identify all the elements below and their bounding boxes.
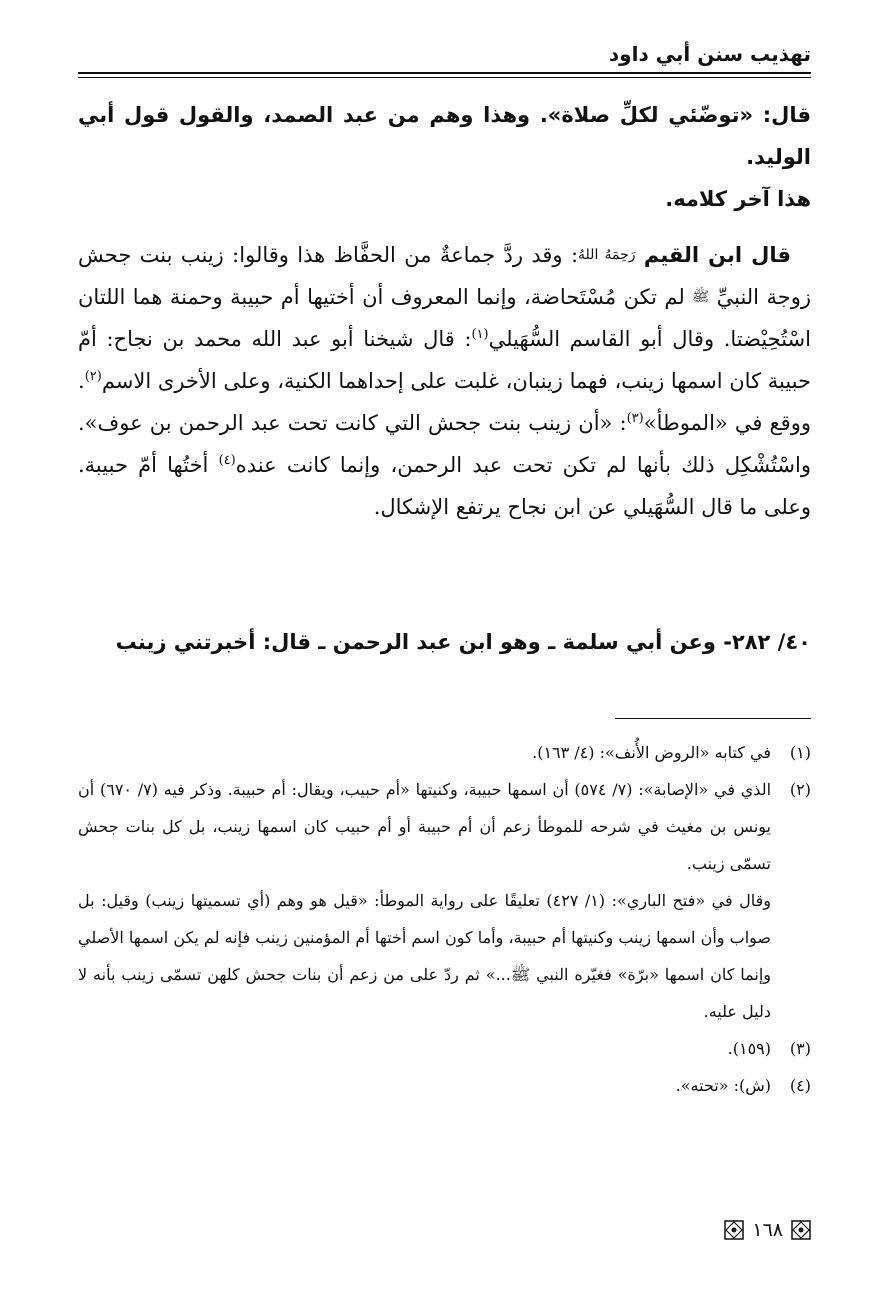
paragraph-1-line-2: هذا آخر كلامه. (665, 187, 811, 211)
footnote-number: (٤) (789, 1076, 811, 1095)
footnote-number: (١) (789, 743, 811, 762)
paragraph-2-part-b: لم تكن مُسْتَحاضة، وإنما المعروف أن أختيها أم حبيبة وحمنة هما اللتان اسْتُحِيْضتا. وقال أبو القاسم السُّهَيلي (78, 285, 811, 351)
footnote-ref-4[interactable]: (٤) (218, 453, 236, 468)
ornament-icon (791, 1220, 811, 1240)
footnote-number: (٢) (789, 780, 811, 799)
ornament-icon (724, 1220, 744, 1240)
footnote-number: (٣) (789, 1039, 811, 1058)
page-number-block (724, 1219, 811, 1241)
header-rule-thin (78, 77, 811, 78)
paragraph-2-part-c: : قال شيخنا أبو عبد الله محمد بن نجاح: أمّ حبيبة كان اسمها زينب، فهما زينبان، غلبت على إحداهما الكنية، وعلى الأخرى الاسم (78, 327, 811, 393)
page-number: ١٦٨ (752, 1219, 783, 1241)
footnote-text: وقال في «فتح الباري»: (١/ ٤٢٧) تعليقًا على رواية الموطأ: «قيل هو وهم (أي تسميتها زينب) وقيل: بل صواب وأن اسمها زينب وكنيتها أم حبيبة، وأما كون اسم أختها أم المؤمنين زينب فإنه لم يكن اسمها الأصلي وإنما كان اسمها «برّة» فغيّره النبي ﷺ...» ثم ردّ على من زعم أن بنات جحش كلهن تسمّى زينب بأنه لا دليل عليه. (78, 891, 771, 1021)
footnotes (78, 734, 811, 1104)
honorific-glyph: رَحِمَهُ اللهُ (578, 247, 636, 263)
footnote-3 (78, 1030, 811, 1067)
footnote-ref-1[interactable]: (١) (471, 327, 489, 342)
paragraph-1-line-1: قال: «توضّئي لكلِّ صلاة». وهذا وهم من عبد الصمد، والقول قول أبي الوليد. (78, 103, 811, 169)
footnote-4 (78, 1067, 811, 1104)
footnote-text: في كتابه «الروض الأُنف»: (٤/ ١٦٣). (532, 743, 771, 762)
paragraph-2-part-a: : وقد ردَّ جماعةٌ من الحفَّاظ هذا وقالوا: زينب بنت جحش زوجة النبيِّ (78, 243, 811, 309)
paragraph-2-part-e: : «أن زينب بنت جحش التي كانت تحت عبد الرحمن بن عوف». واسْتُشْكِل ذلك بأنها لم تكن تحت عبد الرحمن، وإنما كانت عنده (78, 411, 811, 477)
hadith-heading: ٤٠/ ٢٨٢- وعن أبي سلمة ـ وهو ابن عبد الرحمن ـ قال: أخبرتني زينب (115, 630, 811, 654)
salla-glyph: ﷺ (692, 289, 710, 305)
footnote-separator (615, 718, 811, 719)
paragraph-2-part-d: . ووقع في «الموطأ» (78, 369, 811, 435)
footnote-2 (78, 771, 811, 1030)
paragraph-1 (78, 94, 811, 220)
footnote-ref-2[interactable]: (٢) (84, 369, 102, 384)
header-rule-thick (78, 72, 811, 74)
footnote-text: (١٥٩). (727, 1039, 771, 1058)
footnote-text: (ش): «تحته». (675, 1076, 771, 1095)
ibn-qayyim-lead: قال ابن القيم (643, 243, 791, 267)
footnote-text: الذي في «الإصابة»: (٧/ ٥٧٤) أن اسمها حبيبة، وكنيتها «أم حبيب، ويقال: أم حبيبة. وذكر فيه (٧/ ٦٧٠) أن يونس بن مغيث في شرحه للموطأ زعم أن أم حبيبة أو أم حبيب كان اسمها زينب، بل كل بنات جحش تسمّى زينب. (78, 780, 772, 873)
main-text (78, 94, 811, 528)
paragraph-2-part-f: أختُها أمّ حبيبة. وعلى ما قال السُّهَيلي عن ابن نجاح يرتفع الإشكال. (78, 453, 811, 519)
running-header-title: تهذيب سنن أبي داود (608, 42, 811, 66)
footnote-ref-3[interactable]: (٣) (626, 411, 644, 426)
paragraph-2 (78, 234, 811, 528)
footnote-1 (78, 734, 811, 771)
